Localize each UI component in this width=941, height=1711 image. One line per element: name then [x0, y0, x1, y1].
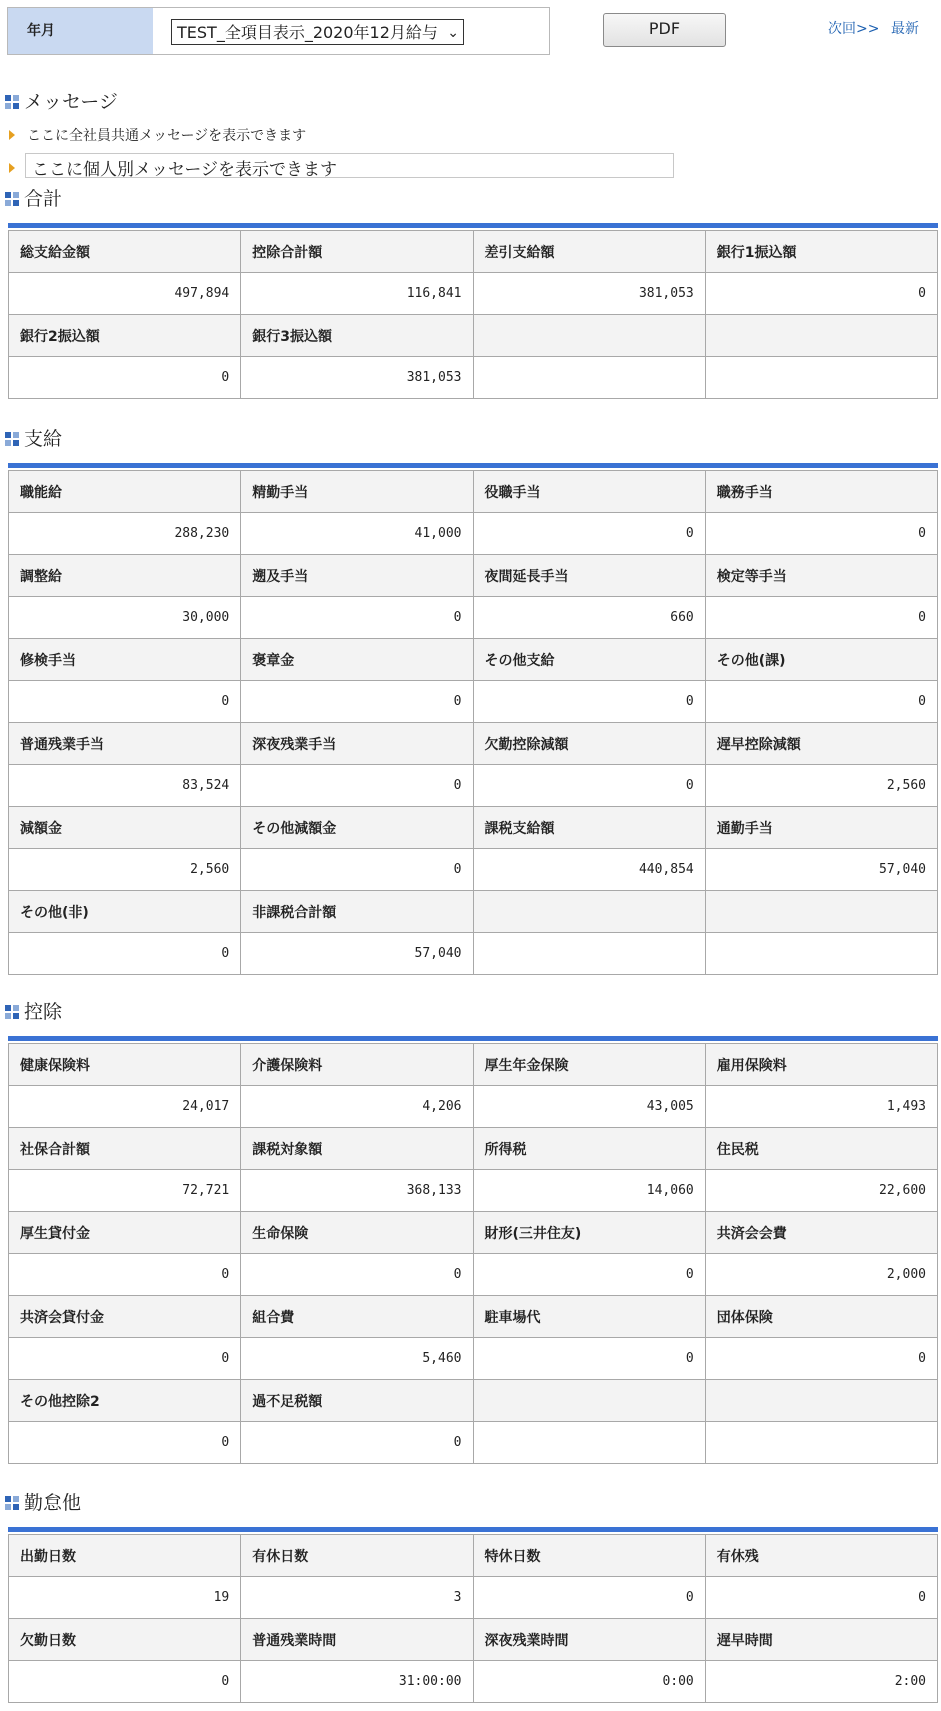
next-link[interactable]: 次回>> [828, 21, 880, 37]
item-value: 0 [241, 765, 473, 807]
item-label: 通勤手当 [705, 807, 937, 849]
item-value: 0 [473, 1577, 705, 1619]
item-value: 0 [705, 273, 937, 315]
item-label: 深夜残業手当 [241, 723, 473, 765]
item-value: 660 [473, 597, 705, 639]
section-title: 勤怠他 [24, 1492, 82, 1514]
item-label: 駐車場代 [473, 1296, 705, 1338]
item-label: 非課税合計額 [241, 891, 473, 933]
item-value: 381,053 [473, 273, 705, 315]
item-value: 116,841 [241, 273, 473, 315]
item-value: 288,230 [9, 513, 241, 555]
item-value: 0 [9, 1338, 241, 1380]
item-label [705, 315, 937, 357]
value-row [9, 1086, 938, 1128]
item-label: 検定等手当 [705, 555, 937, 597]
label-row [9, 723, 938, 765]
item-value: 31:00:00 [241, 1661, 473, 1703]
item-label: その他(課) [705, 639, 937, 681]
label-row [9, 1535, 938, 1577]
item-value: 0 [473, 513, 705, 555]
value-row [9, 357, 938, 399]
section-grid-icon [5, 1496, 19, 1510]
item-value: 5,460 [241, 1338, 473, 1380]
item-label: 雇用保険料 [705, 1044, 937, 1086]
item-label: 遡及手当 [241, 555, 473, 597]
period-selector-box [7, 7, 550, 55]
item-label: 過不足税額 [241, 1380, 473, 1422]
item-label: 普通残業手当 [9, 723, 241, 765]
item-value: 0:00 [473, 1661, 705, 1703]
item-value: 0 [705, 513, 937, 555]
item-label: 欠勤日数 [9, 1619, 241, 1661]
section-divider [8, 1527, 938, 1532]
label-row [9, 891, 938, 933]
item-label [473, 891, 705, 933]
item-value: 0 [473, 1338, 705, 1380]
item-label: 差引支給額 [473, 231, 705, 273]
label-row [9, 555, 938, 597]
item-label: 調整給 [9, 555, 241, 597]
label-row [9, 1128, 938, 1170]
item-value: 14,060 [473, 1170, 705, 1212]
label-row [9, 1619, 938, 1661]
section-title: 支給 [24, 428, 63, 450]
label-row [9, 231, 938, 273]
value-row [9, 1577, 938, 1619]
personal-message [25, 153, 674, 178]
item-value: 2,000 [705, 1254, 937, 1296]
item-value: 0 [241, 681, 473, 723]
item-label: その他控除2 [9, 1380, 241, 1422]
item-label [705, 1380, 937, 1422]
item-value: 19 [9, 1577, 241, 1619]
item-value: 0 [241, 1254, 473, 1296]
item-label: 夜間延長手当 [473, 555, 705, 597]
section-divider [8, 463, 938, 468]
value-row [9, 849, 938, 891]
item-value: 4,206 [241, 1086, 473, 1128]
item-label: 銀行1振込額 [705, 231, 937, 273]
item-label [473, 1380, 705, 1422]
item-label: 遅早時間 [705, 1619, 937, 1661]
label-row [9, 807, 938, 849]
value-row [9, 273, 938, 315]
item-label: その他(非) [9, 891, 241, 933]
item-value: 22,600 [705, 1170, 937, 1212]
item-value: 0 [9, 1254, 241, 1296]
value-row [9, 765, 938, 807]
item-value: 41,000 [241, 513, 473, 555]
period-select[interactable] [171, 19, 464, 45]
item-value: 0 [473, 681, 705, 723]
item-label: 銀行3振込額 [241, 315, 473, 357]
item-label: その他減額金 [241, 807, 473, 849]
item-label: 役職手当 [473, 471, 705, 513]
totals-table [8, 230, 938, 399]
section-grid-icon [5, 95, 19, 109]
item-value [705, 933, 937, 975]
label-row [9, 1296, 938, 1338]
item-value: 3 [241, 1577, 473, 1619]
item-label: 社保合計額 [9, 1128, 241, 1170]
value-row [9, 933, 938, 975]
item-value: 30,000 [9, 597, 241, 639]
item-label: 課税支給額 [473, 807, 705, 849]
item-value: 2:00 [705, 1661, 937, 1703]
item-label: 団体保険 [705, 1296, 937, 1338]
item-value: 83,524 [9, 765, 241, 807]
item-value: 1,493 [705, 1086, 937, 1128]
item-value: 2,560 [9, 849, 241, 891]
item-label: 減額金 [9, 807, 241, 849]
value-row [9, 597, 938, 639]
item-label: 厚生貸付金 [9, 1212, 241, 1254]
item-label: 所得税 [473, 1128, 705, 1170]
item-value [473, 933, 705, 975]
label-row [9, 1212, 938, 1254]
item-label: 修検手当 [9, 639, 241, 681]
item-label: 生命保険 [241, 1212, 473, 1254]
item-label: 職務手当 [705, 471, 937, 513]
item-value [473, 357, 705, 399]
item-label: 住民税 [705, 1128, 937, 1170]
item-label: 共済会会費 [705, 1212, 937, 1254]
item-label: 特休日数 [473, 1535, 705, 1577]
attendance-table [8, 1534, 938, 1703]
item-value: 440,854 [473, 849, 705, 891]
value-row [9, 1338, 938, 1380]
item-label: 普通残業時間 [241, 1619, 473, 1661]
period-select-value: TEST_全項目表示_2020年12月給与 [177, 23, 438, 42]
deductions-table [8, 1043, 938, 1464]
item-value: 24,017 [9, 1086, 241, 1128]
item-value [705, 1422, 937, 1464]
item-label: 精勤手当 [241, 471, 473, 513]
value-row [9, 513, 938, 555]
item-label: 有休日数 [241, 1535, 473, 1577]
item-label: 褒章金 [241, 639, 473, 681]
item-value: 0 [705, 1338, 937, 1380]
value-row [9, 1661, 938, 1703]
section-divider [8, 1036, 938, 1041]
pdf-button[interactable]: PDF [603, 13, 726, 47]
section-title: 合計 [24, 188, 63, 210]
item-value [705, 357, 937, 399]
item-value: 57,040 [705, 849, 937, 891]
personal-message-text: ここに個人別メッセージを表示できます [32, 160, 337, 180]
year-month-label: 年月 [8, 8, 153, 54]
section-title: 控除 [24, 1001, 63, 1023]
item-label [473, 315, 705, 357]
item-value [473, 1422, 705, 1464]
item-value: 0 [9, 933, 241, 975]
item-label: 有休残 [705, 1535, 937, 1577]
item-label: 財形(三井住友) [473, 1212, 705, 1254]
item-value: 2,560 [705, 765, 937, 807]
item-value: 0 [241, 1422, 473, 1464]
item-label: 課税対象額 [241, 1128, 473, 1170]
item-value: 381,053 [241, 357, 473, 399]
item-label: 深夜残業時間 [473, 1619, 705, 1661]
item-value: 0 [9, 681, 241, 723]
item-label: 職能給 [9, 471, 241, 513]
item-value: 497,894 [9, 273, 241, 315]
item-value: 72,721 [9, 1170, 241, 1212]
item-label: 銀行2振込額 [9, 315, 241, 357]
item-label [705, 891, 937, 933]
section-title: メッセージ [24, 91, 118, 113]
item-value: 0 [705, 1577, 937, 1619]
item-value: 0 [9, 357, 241, 399]
item-label: 総支給金額 [9, 231, 241, 273]
payments-table [8, 470, 938, 975]
item-value: 57,040 [241, 933, 473, 975]
value-row [9, 1170, 938, 1212]
item-value: 0 [241, 849, 473, 891]
item-value: 43,005 [473, 1086, 705, 1128]
label-row [9, 1044, 938, 1086]
item-value: 0 [9, 1661, 241, 1703]
section-grid-icon [5, 432, 19, 446]
section-grid-icon [5, 192, 19, 206]
label-row [9, 639, 938, 681]
latest-link[interactable]: 最新 [891, 21, 919, 37]
item-label: 控除合計額 [241, 231, 473, 273]
section-divider [8, 223, 938, 228]
item-label: 介護保険料 [241, 1044, 473, 1086]
value-row [9, 1422, 938, 1464]
item-label: 健康保険料 [9, 1044, 241, 1086]
arrow-right-icon [9, 163, 15, 173]
item-value: 0 [705, 681, 937, 723]
value-row [9, 681, 938, 723]
arrow-right-icon [9, 130, 15, 140]
item-value: 0 [9, 1422, 241, 1464]
chevron-down-icon: ⌄ [447, 25, 459, 41]
item-value: 0 [473, 1254, 705, 1296]
item-label: 遅早控除減額 [705, 723, 937, 765]
item-label: 組合費 [241, 1296, 473, 1338]
section-grid-icon [5, 1005, 19, 1019]
value-row [9, 1254, 938, 1296]
label-row [9, 315, 938, 357]
item-value: 0 [473, 765, 705, 807]
label-row [9, 1380, 938, 1422]
item-value: 0 [241, 597, 473, 639]
item-label: 共済会貸付金 [9, 1296, 241, 1338]
common-message-text: ここに全社員共通メッセージを表示できます [27, 128, 307, 144]
item-label: その他支給 [473, 639, 705, 681]
item-label: 出勤日数 [9, 1535, 241, 1577]
item-label: 厚生年金保険 [473, 1044, 705, 1086]
label-row [9, 471, 938, 513]
top-bar [0, 0, 941, 60]
item-label: 欠勤控除減額 [473, 723, 705, 765]
item-value: 0 [705, 597, 937, 639]
item-value: 368,133 [241, 1170, 473, 1212]
